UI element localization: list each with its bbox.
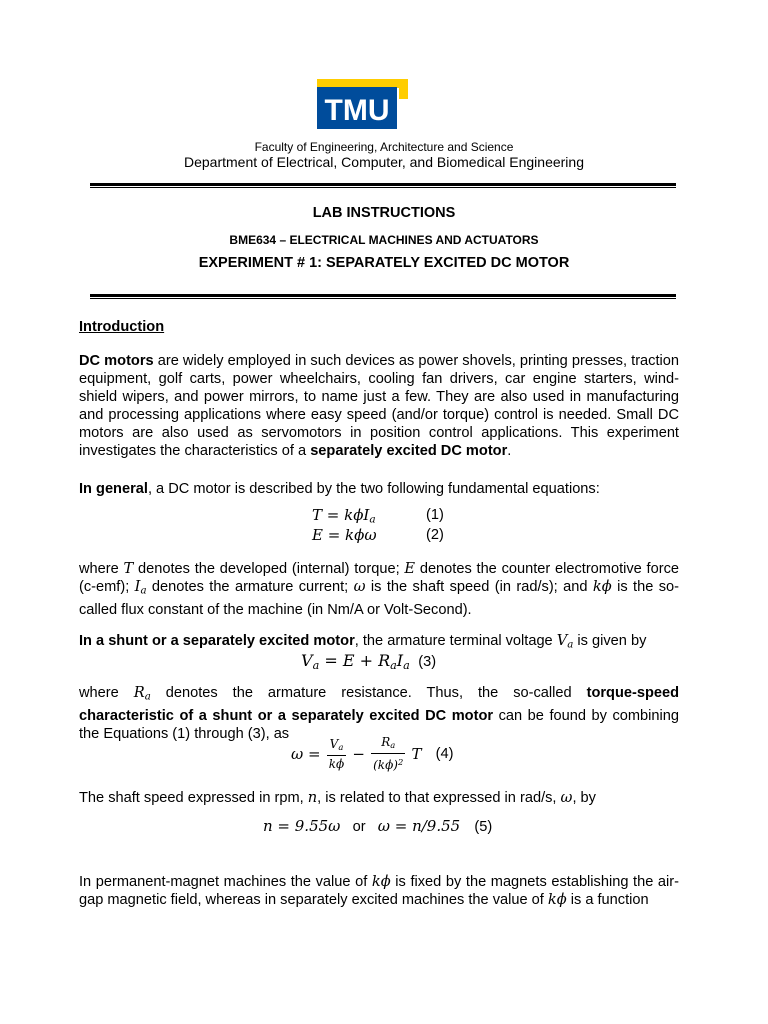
in-general-term: In general [79,481,148,497]
torque-speed-term: torque-speed characteristic of a shunt or a separately excited DC motor [79,685,680,724]
definitions-text-4: denotes the armature current; [146,579,354,595]
equation-1-formula: T = kϕI$_a$ [312,506,376,526]
definitions-text-6: is the so-called flux constant of the machine (in Nm/A or Volt-Second). [79,579,679,618]
rpm-paragraph: The shaft speed expressed in rpm, n, is related to that expressed in rad/s, ω, by [79,789,596,806]
equation-5-formula-a: n = 9.55ω [263,817,341,835]
logo-text: TMU [324,94,390,127]
equation-2-number: (2) [426,527,444,543]
fundamental-equations-text: , a DC motor is described by the two following fundamental equations: [147,481,600,497]
equation-4-lhs: ω = [291,745,321,764]
pm-text-1: In permanent-magnet machines the value of [79,874,372,890]
pm-text-3: is a function [566,892,649,908]
definitions-text-5: is the shaft speed (in rad/s); and [365,579,593,595]
logo-accent-stem [399,79,408,99]
experiment-name: : SEPARATELY EXCITED DC MOTOR [317,255,570,271]
rpm-text-1: The shaft speed expressed in rpm, [79,790,308,806]
bottom-double-rule [90,294,676,299]
intro-paragraph-text: are widely employed in such devices as power shovels, printing presses, traction equipment, golf carts, power wheelchairs, cooling fan drivers, car engine starters, wind-shield wipers, and power mirrors, to name just a few. They are also used in manufacturing and processing applications where easy speed (and/or torque) control is needed. Small DC motors are also used as servomotors in position control applications. This experiment investigates the characteristics of a [79,353,679,459]
equation-3-formula: $V_a = E + R_aI_a$ [301,651,410,672]
experiment-number: EXPERIMENT # 1 [198,255,318,271]
tmu-logo [317,79,408,129]
logo-text-graphic [317,87,397,129]
section-heading-introduction: Introduction [79,319,165,335]
shunt-motor-text-end: is given by [573,633,647,649]
equation-5-or: or [352,819,366,835]
permanent-magnet-paragraph: In permanent-magnet machines the value of kϕ is fixed by the magnets establishing the air-gap magnetic field, whereas in separately excited machines the value of kϕ is a function [79,873,680,908]
rpm-text-3: , by [572,790,596,806]
definitions-paragraph: where T denotes the developed (internal) torque; E denotes the counter electromotive force (c-emf); $I_a$ denotes the armature current; ω is the shaft speed (in rad/s); and kϕ is the so-called flux constant of the machine (in Nm/A or Volt-Second). [79,560,679,618]
intro-paragraph-end: . [507,443,512,459]
equation-4 [291,735,454,775]
torque-speed-paragraph: where $R_a$ denotes the armature resistance. Thus, the so-called torque-speed characteristic of a shunt or a separately excited DC motor can be found by combining the Equations (1) through (3), as [79,684,680,742]
shunt-motor-text: , the armature terminal voltage [354,633,557,649]
definitions-text-1: where [79,561,124,577]
equation-5-formula-b: ω = n/9.55 [377,817,461,835]
definitions-text-2: denotes the developed (internal) torque; [133,561,405,577]
experiment-title [0,255,768,271]
equation-4-fraction-1: $\frac{V_a}{k\phi}$ [328,736,345,771]
faculty-name: Faculty of Engineering, Architecture and Science [254,140,514,154]
dc-motors-term: DC motors [79,353,154,369]
equation-3 [301,651,436,672]
logo-block [317,87,397,129]
shunt-motor-term: In a shunt or a separately excited motor [79,633,355,649]
definitions-text-3: denotes the counter electromotive force (c-emf); [79,561,679,595]
equation-4-torque: T [411,745,422,764]
pm-text-2: is fixed by the magnets establishing the air-gap magnetic field, whereas in separately excited machines the value of [79,874,680,908]
department-name: Department of Electrical, Computer, and Biomedical Engineering [184,154,584,170]
fundamental-equations-intro [79,480,679,498]
equation-1-number: (1) [426,507,444,523]
equation-4-minus: − [352,745,365,764]
equation-3-number: (3) [418,654,437,670]
torque-speed-text-2: denotes the armature resistance. Thus, the so-called [150,685,587,701]
course-title: BME634 – ELECTRICAL MACHINES AND ACTUATORS [229,233,539,247]
equation-2-formula: E = kϕω [312,526,377,544]
shunt-motor-paragraph: In a shunt or a separately excited motor, the armature terminal voltage $V_a$ is given by [79,632,647,651]
equation-2 [312,526,444,544]
lab-instructions-title: LAB INSTRUCTIONS [312,205,456,221]
rpm-text-2: , is related to that expressed in rad/s, [317,790,561,806]
top-double-rule [90,183,676,188]
equation-1 [312,506,444,526]
equation-4-number: (4) [435,746,454,763]
equation-5-number: (5) [474,819,493,835]
torque-speed-text-3: can be found by combining the Equations (1) through (3), as [79,707,679,742]
intro-paragraph [79,352,679,460]
equation-4-fraction-2: $\frac{R_a}{(k\phi)^2}$ [373,735,404,773]
torque-speed-text-1: where [79,685,134,701]
equation-5 [263,817,492,835]
separately-excited-term: separately excited DC motor [310,443,508,459]
